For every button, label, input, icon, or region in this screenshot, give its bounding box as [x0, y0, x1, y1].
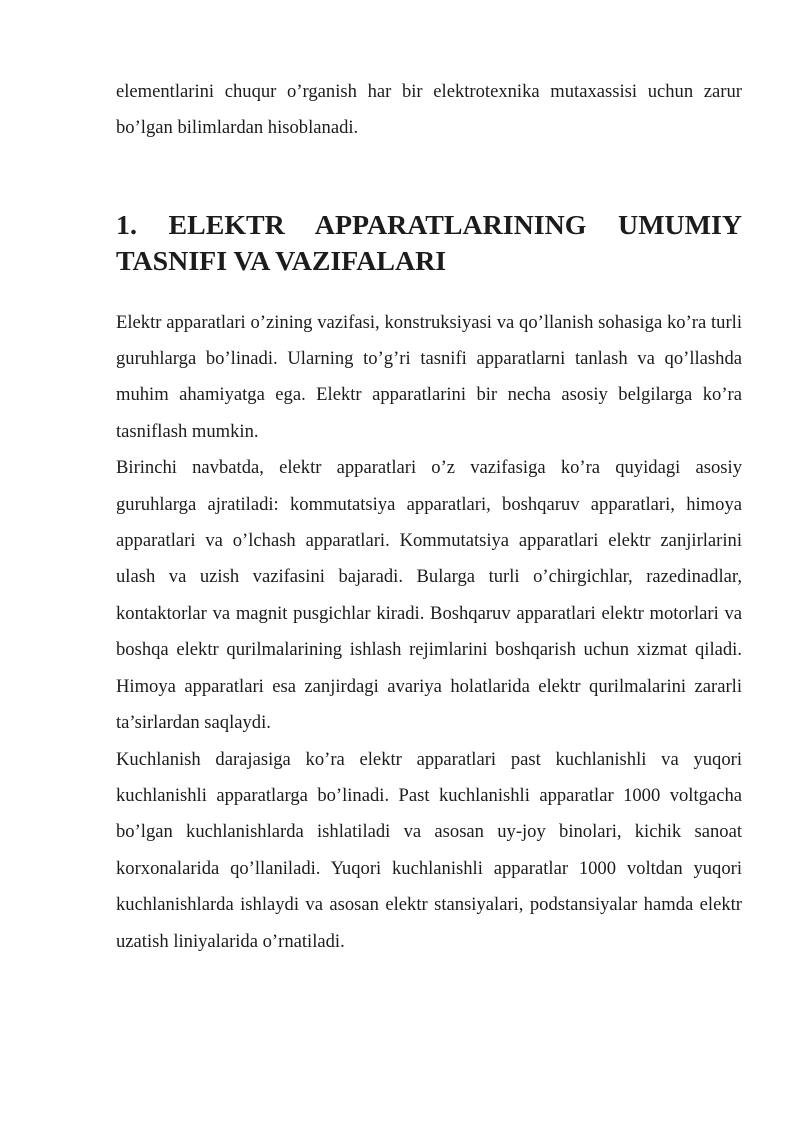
intro-continuation-paragraph: elementlarini chuqur o’rganish har bir elektrotexnika mutaxassisi uchun zarur bo’lgan bilimlardan hisoblanadi. — [116, 81, 742, 139]
spacer — [116, 147, 742, 208]
body-paragraph: Birinchi navbatda, elektr apparatlari o’z vazifasiga ko’ra quyidagi asosiy guruhlarga ajratiladi: kommutatsiya apparatlari, boshqaruv apparatlari, himoya apparatlari va o’lchash apparatlari. Kommutatsiya apparatlari elektr zanjirlarini ulash va uzish vazifasini bajaradi. Bularga turli o’chirgichlar, razedinadlar, kontaktorlar va magnit pusgichlar kiradi. Boshqaruv apparatlari elektr motorlari va boshqa elektr qurilmalarining ishlash rejimlarini boshqarish uchun xizmat qiladi. Himoya apparatlari esa zanjirdagi avariya holatlarida elektr qurilmalarini zararli ta’sirlardan saqlaydi. — [116, 457, 742, 734]
body-paragraph: Kuchlanish darajasiga ko’ra elektr apparatlari past kuchlanishli va yuqori kuchlanishli apparatlarga bo’linadi. Past kuchlanishli apparatlar 1000 voltgacha bo’lgan kuchlanishlarda ishlatiladi va asosan uy-joy binolari, kichik sanoat korxonalarida qo’llaniladi. Yuqori kuchlanishli apparatlar 1000 voltdan yuqori kuchlanishlarda ishlaydi va asosan elektr stansiyalari, podstansiyalar hamda elektr uzatish liniyalarida o’rnatiladi. — [116, 748, 742, 952]
spacer — [116, 281, 742, 305]
section-heading: 1. ELEKTR APPARATLARINING UMUMIY TASNIFI VA VAZIFALARI — [116, 209, 742, 278]
body-paragraph: Elektr apparatlari o’zining vazifasi, konstruksiyasi va qo’llanish sohasiga ko’ra turli guruhlarga bo’linadi. Ularning to’g’ri tasnifi apparatlarni tanlash va qo’llashda muhim ahamiyatga ega. Elektr apparatlarini bir necha asosiy belgilarga ko’ra tasniflash mumkin. — [116, 311, 742, 442]
document-page — [116, 74, 742, 960]
